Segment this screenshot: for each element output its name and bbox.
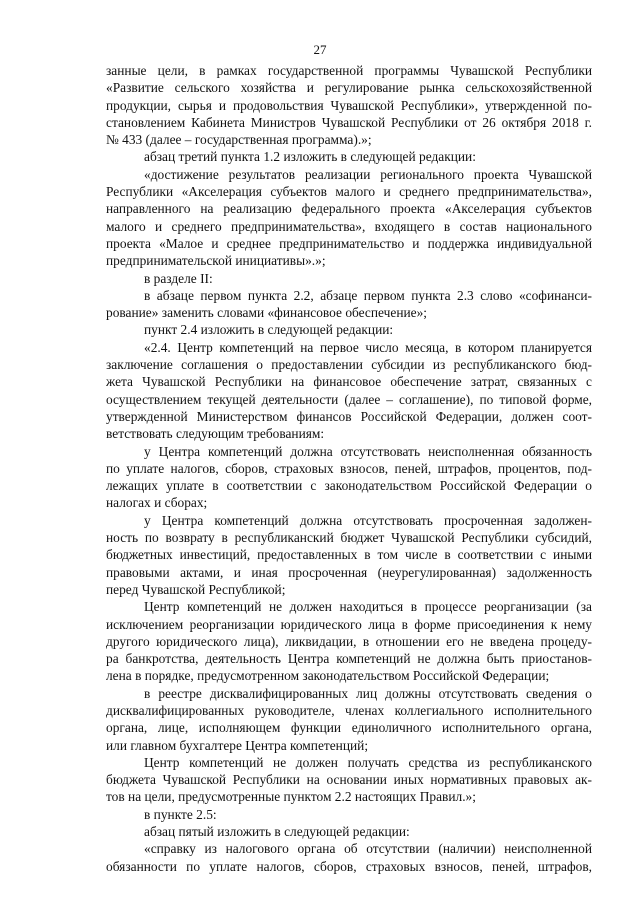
text-line: утвержденной Министерством финансов Российской Федерации, должен соот- <box>106 408 592 424</box>
text-line: заключение соглашения о предоставлении субсидии из республиканского бюд- <box>106 357 592 373</box>
text-line: бюджета Чувашской Республики на основании иных нормативных правовых ак- <box>106 772 592 788</box>
text-line: лена в порядке, предусмотренном законодательством Российской Федерации; <box>106 668 550 684</box>
text-line: абзац пятый изложить в следующей редакции: <box>144 824 410 840</box>
text-line: другого юридического лица), ликвидации, в отношении его не введена процеду- <box>106 633 592 649</box>
text-line: рование» заменить словами «финансовое обеспечение»; <box>106 305 428 321</box>
text-line: проекта «Малое и среднее предпринимательство и поддержка индивидуальной <box>106 235 592 251</box>
text-line: лежащих уплате в соответствии с законодательством Российской Федерации о <box>106 478 592 494</box>
text-line: ветствовать следующим требованиям: <box>106 426 325 442</box>
text-line: бюджетных инвестиций, предоставленных в том числе в соответствии с иными <box>106 547 592 563</box>
text-line: занные цели, в рамках государственной программы Чувашской Республики <box>106 63 592 78</box>
text-line: абзац третий пункта 1.2 изложить в следующей редакции: <box>144 149 476 165</box>
text-line: обязанности по уплате налогов, сборов, страховых взносов, пеней, штрафов, <box>106 858 592 874</box>
text-line: осуществлением текущей деятельности (далее – соглашение), по типовой форме, <box>106 391 592 407</box>
text-line: «достижение результатов реализации регионального проекта Чувашской <box>144 166 592 182</box>
text-line: по уплате налогов, сборов, страховых взносов, пеней, штрафов, процентов, под- <box>106 460 592 476</box>
text-line: дисквалифицированных руководителе, членах коллегиального исполнительного <box>106 702 592 718</box>
text-line: ность по возврату в республиканский бюджет Чувашской Республики субсидий, <box>106 530 592 546</box>
text-line: № 433 (далее – государственная программа).»; <box>106 132 372 148</box>
text-line: органа, лице, исполняющем функции единоличного исполнительного органа, <box>106 720 592 736</box>
text-line: налогах и сборах; <box>106 495 208 511</box>
text-line: «Развитие сельского хозяйства и регулирование рынка сельскохозяйственной <box>106 80 592 96</box>
text-line: или главном бухгалтере Центра компетенций; <box>106 737 369 753</box>
text-line: пункт 2.4 изложить в следующей редакции: <box>144 322 394 338</box>
text-line: Республики «Акселерация субъектов малого и среднего предпринимательства», <box>106 184 592 200</box>
text-line: предпринимательской инициативы».»; <box>106 253 326 269</box>
text-line: направленного на реализацию федерального проекта «Акселерация субъектов <box>106 201 592 217</box>
text-line: жета Чувашской Республики на финансовое обеспечение затрат, связанных с <box>106 374 592 390</box>
text-line: у Центра компетенций должна отсутствовать неисполненная обязанность <box>144 443 592 459</box>
text-line: правовыми актами, и иная просроченная (неурегулированная) задолженность <box>106 564 592 580</box>
text-line: малого и среднего предпринимательства», входящего в состав национального <box>106 218 592 234</box>
text-line: в реестре дисквалифицированных лиц должны отсутствовать сведения о <box>144 685 592 701</box>
text-line: ра банкротства, деятельность Центра компетенций не должна быть приостанов- <box>106 651 592 667</box>
text-line: тов на цели, предусмотренные пунктом 2.2 настоящих Правил.»; <box>106 789 476 805</box>
text-line: в разделе II: <box>144 270 213 286</box>
text-line: в пункте 2.5: <box>144 806 217 822</box>
document-body <box>106 62 592 875</box>
page-number: 27 <box>313 42 327 57</box>
text-line: перед Чувашской Республикой; <box>106 581 286 597</box>
text-line: Центр компетенций не должен получать средства из республиканского <box>144 754 592 770</box>
text-line: в абзаце первом пункта 2.2, абзаце первом пункта 2.3 слово «софинанси- <box>144 287 592 303</box>
text-line: продукции, сырья и продовольствия Чувашской Республики», утвержденной по- <box>106 97 592 113</box>
text-line: становлением Кабинета Министров Чувашской Республики от 26 октября 2018 г. <box>106 114 592 130</box>
text-line: у Центра компетенций должна отсутствовать просроченная задолжен- <box>144 512 592 528</box>
text-line: исключением реорганизации юридического лица в форме присоединения к нему <box>106 616 592 632</box>
text-line: Центр компетенций не должен находиться в процессе реорганизации (за <box>144 599 592 615</box>
text-line: «2.4. Центр компетенций на первое число месяца, в котором планируется <box>144 339 592 355</box>
text-line: «справку из налогового органа об отсутствии (наличии) неисполненной <box>144 841 592 857</box>
